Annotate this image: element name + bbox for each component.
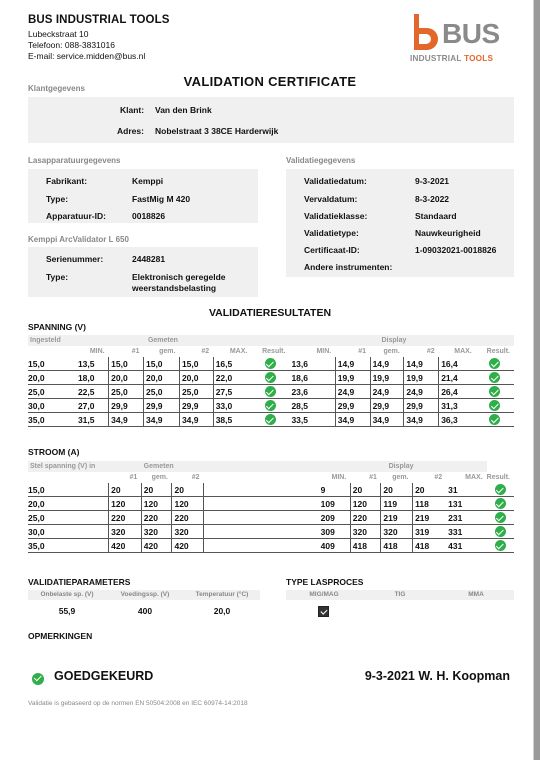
bus-logo <box>410 12 518 68</box>
stroom-cell: 418 <box>413 539 447 553</box>
stroom-cell: 220 <box>350 511 381 525</box>
section-validatiegegevens: Validatiegegevens <box>286 156 356 165</box>
spanning-cell: 27,0 <box>76 399 109 413</box>
stroom-cell: 220 <box>141 511 172 525</box>
stroom-cell: 35,0 <box>28 539 109 553</box>
check-circle-icon <box>489 386 500 397</box>
stroom-hdr-ingesteld: Stel spanning (V) in <box>28 461 109 472</box>
stroom-cell: 120 <box>141 497 172 511</box>
stroom-cell: 20 <box>141 483 172 497</box>
stroom-row <box>28 511 514 525</box>
spanning-col-4: MAX. <box>229 348 248 355</box>
apparatuur-id-value: 0018826 <box>132 211 166 221</box>
spanning-col-5: Result. <box>262 348 286 355</box>
check-circle-icon <box>489 358 500 369</box>
spanning-row <box>28 399 514 413</box>
stroom-cell <box>204 511 319 525</box>
spanning-cell: 27,5 <box>213 385 251 399</box>
spanning-cell: 31,3 <box>439 399 476 413</box>
type-value: FastMig M 420 <box>132 194 191 204</box>
validatietype-label: Validatietype: <box>304 228 359 238</box>
stroom-cell: 320 <box>350 525 381 539</box>
param-voeding-label: Voedingssp. (V) <box>120 591 170 598</box>
stroom-cell: 309 <box>319 525 351 539</box>
stroom-cell: 320 <box>109 525 142 539</box>
stroom-cell: 331 <box>446 525 487 539</box>
certificate-title: VALIDATION CERTIFICATE <box>183 74 357 89</box>
spanning-row <box>28 385 514 399</box>
spanning-cell: 29,9 <box>404 399 439 413</box>
stroom-cell: 119 <box>381 497 413 511</box>
spanning-title: SPANNING (V) <box>28 322 86 332</box>
adres-value: Nobelstraat 3 38CE Harderwijk <box>155 126 279 136</box>
validatiedatum-label: Validatiedatum: <box>304 176 367 186</box>
result-check <box>487 483 514 497</box>
spanning-cell: 20,0 <box>109 371 144 385</box>
norm-footnote: Validatie is gebaseerd op de normen EN 50504:2008 en IEC 60974-14:2018 <box>28 700 248 707</box>
company-email: E-mail: service.midden@bus.nl <box>28 51 146 61</box>
result-check <box>476 385 514 399</box>
spanning-hdr-gemeten: Gemeten <box>76 335 290 346</box>
stroom-col-3: #2 <box>191 474 200 481</box>
apparatuur-id-label: Apparatuur-ID: <box>46 211 106 221</box>
check-circle-icon <box>265 358 276 369</box>
stroom-col-2: gem. <box>151 474 168 481</box>
validatiedatum-value: 9-3-2021 <box>415 176 450 186</box>
spanning-cell: 15,0 <box>28 357 76 371</box>
spanning-cell: 34,9 <box>109 413 144 427</box>
spanning-cell: 31,5 <box>76 413 109 427</box>
check-circle-icon <box>265 386 276 397</box>
stroom-cell: 220 <box>109 511 142 525</box>
stroom-cell: 431 <box>446 539 487 553</box>
spanning-cell: 34,9 <box>335 413 370 427</box>
spanning-cell: 36,3 <box>439 413 476 427</box>
stroom-cell: 418 <box>350 539 381 553</box>
stroom-cell: 219 <box>413 511 447 525</box>
section-lasapparatuur: Lasapparatuurgegevens <box>28 156 121 165</box>
stroom-cell: 418 <box>381 539 413 553</box>
spanning-cell: 16,4 <box>439 357 476 371</box>
result-check <box>476 413 514 427</box>
stroom-col-6: #1 <box>369 474 377 481</box>
result-check <box>251 357 289 371</box>
spanning-cell: 13,5 <box>76 357 109 371</box>
lasproces-tig-label: TIG <box>394 591 406 598</box>
spanning-cell: 25,0 <box>143 385 179 399</box>
spanning-table <box>28 335 514 427</box>
validatietype-value: Nauwkeurigheid <box>415 228 481 238</box>
spanning-cell: 34,9 <box>143 413 179 427</box>
check-circle-icon <box>495 540 506 551</box>
stroom-col-7: gem. <box>392 474 409 481</box>
company-phone: Telefoon: 088-3831016 <box>28 40 115 50</box>
stroom-column-header <box>28 472 514 483</box>
stroom-cell: 31 <box>446 483 487 497</box>
stroom-row <box>28 525 514 539</box>
stroom-cell: 319 <box>413 525 447 539</box>
klant-label: Klant: <box>120 105 145 115</box>
spanning-cell: 19,9 <box>404 371 439 385</box>
stroom-col-4 <box>204 472 319 483</box>
stroom-cell: 209 <box>319 511 351 525</box>
lasproces-migmag-label: MIG/MAG <box>309 591 339 598</box>
check-circle-icon <box>489 372 500 383</box>
stroom-cell: 15,0 <box>28 483 109 497</box>
company-name: BUS INDUSTRIAL TOOLS <box>28 14 170 26</box>
fabrikant-label: Fabrikant: <box>46 176 88 186</box>
param-temperatuur-label: Temperatuur (°C) <box>195 591 249 598</box>
spanning-cell: 38,5 <box>213 413 251 427</box>
stroom-cell: 420 <box>141 539 172 553</box>
spanning-cell: 26,4 <box>439 385 476 399</box>
stroom-cell: 20 <box>109 483 142 497</box>
spanning-col-10: MAX. <box>454 348 472 355</box>
spanning-cell: 28,5 <box>289 399 335 413</box>
spanning-cell: 29,9 <box>179 399 213 413</box>
spanning-cell: 18,0 <box>76 371 109 385</box>
stroom-cell: 420 <box>109 539 142 553</box>
opmerkingen-title: OPMERKINGEN <box>28 631 93 641</box>
spanning-hdr-ingesteld: Ingesteld <box>28 335 76 346</box>
stroom-cell <box>204 483 319 497</box>
stroom-cell: 20 <box>350 483 381 497</box>
check-circle-icon <box>495 512 506 523</box>
lasproces-mma-label: MMA <box>468 591 484 598</box>
stroom-row <box>28 483 514 497</box>
stroom-cell: 20 <box>413 483 447 497</box>
stroom-cell: 320 <box>381 525 413 539</box>
spanning-cell: 19,9 <box>335 371 370 385</box>
stroom-cell: 20 <box>381 483 413 497</box>
signature-line: 9-3-2021 W. H. Koopman <box>364 669 510 683</box>
stroom-cell: 409 <box>319 539 351 553</box>
spanning-col-3: #2 <box>201 348 210 355</box>
section-validator: Kemppi ArcValidator L 650 <box>28 235 129 244</box>
spanning-cell: 29,9 <box>143 399 179 413</box>
result-check <box>251 371 289 385</box>
check-circle-icon <box>489 414 500 425</box>
approved-status: GOEDGEKEURD <box>54 669 154 683</box>
validator-type-label: Type: <box>46 272 69 282</box>
lasproces-migmag-checkbox[interactable] <box>318 604 329 622</box>
certificaat-id-value: 1-09032021-0018826 <box>415 245 497 255</box>
spanning-row <box>28 357 514 371</box>
stroom-cell <box>204 539 319 553</box>
stroom-col-8: #2 <box>434 474 443 481</box>
stroom-cell: 109 <box>319 497 351 511</box>
spanning-cell: 30,0 <box>28 399 76 413</box>
type-label: Type: <box>46 194 69 204</box>
spanning-cell: 34,9 <box>179 413 213 427</box>
serienummer-label: Serienummer: <box>46 254 104 264</box>
check-circle-icon <box>265 414 276 425</box>
spanning-cell: 20,0 <box>143 371 179 385</box>
check-circle-icon <box>495 526 506 537</box>
approved-check-icon <box>32 670 44 688</box>
stroom-hdr-gemeten: Gemeten <box>109 461 319 472</box>
spanning-cell: 14,9 <box>370 357 404 371</box>
spanning-cell: 29,9 <box>109 399 144 413</box>
spanning-column-header <box>28 346 514 357</box>
validatieklasse-label: Validatieklasse: <box>304 211 368 221</box>
stroom-col-10: Result. <box>486 474 510 481</box>
check-circle-icon <box>265 400 276 411</box>
spanning-cell: 21,4 <box>439 371 476 385</box>
spanning-cell: 13,6 <box>289 357 335 371</box>
section-klantgegevens: Klantgegevens <box>28 84 85 93</box>
spanning-col-9: #2 <box>426 348 435 355</box>
result-check <box>487 525 514 539</box>
spanning-cell: 14,9 <box>335 357 370 371</box>
param-onbelaste-label: Onbelaste sp. (V) <box>40 591 94 598</box>
result-check <box>251 413 289 427</box>
vervaldatum-value: 8-3-2022 <box>415 194 450 204</box>
stroom-table <box>28 461 514 553</box>
stroom-cell: 120 <box>350 497 381 511</box>
stroom-col-0 <box>28 472 109 483</box>
spanning-cell: 15,0 <box>143 357 179 371</box>
stroom-cell: 231 <box>446 511 487 525</box>
fabrikant-value: Kemppi <box>132 176 164 186</box>
spanning-cell: 34,9 <box>370 413 404 427</box>
spanning-cell: 29,9 <box>370 399 404 413</box>
stroom-row <box>28 539 514 553</box>
klant-box <box>28 97 514 143</box>
stroom-cell: 20,0 <box>28 497 109 511</box>
logo-subtitle: INDUSTRIAL TOOLS <box>410 54 494 63</box>
spanning-cell: 14,9 <box>404 357 439 371</box>
param-onbelaste-value: 55,9 <box>58 606 76 616</box>
checked-box-icon <box>318 606 329 617</box>
validator-type-value: Elektronisch geregelde weerstandsbelasting <box>132 272 226 293</box>
adres-label: Adres: <box>117 126 144 136</box>
stroom-cell: 320 <box>141 525 172 539</box>
klant-value: Van den Brink <box>155 105 212 115</box>
spanning-col-8: gem. <box>383 348 400 355</box>
stroom-cell: 25,0 <box>28 511 109 525</box>
spanning-cell: 35,0 <box>28 413 76 427</box>
spanning-cell: 19,9 <box>370 371 404 385</box>
spanning-cell: 24,9 <box>404 385 439 399</box>
spanning-col-2: gem. <box>159 348 176 355</box>
result-check <box>476 357 514 371</box>
bus-logo-mark-icon <box>410 14 438 54</box>
spanning-row <box>28 413 514 427</box>
spanning-cell: 33,0 <box>213 399 251 413</box>
stroom-col-1: #1 <box>129 474 138 481</box>
check-circle-icon <box>495 484 506 495</box>
spanning-cell: 25,0 <box>109 385 144 399</box>
stroom-col-9: MAX. <box>465 474 483 481</box>
stroom-cell: 120 <box>109 497 142 511</box>
stroom-title: STROOM (A) <box>28 447 80 457</box>
check-circle-icon <box>489 400 500 411</box>
validatieklasse-value: Standaard <box>415 211 457 221</box>
check-circle-icon <box>495 498 506 509</box>
result-check <box>476 399 514 413</box>
stroom-cell: 420 <box>172 539 204 553</box>
result-check <box>487 497 514 511</box>
spanning-group-header <box>28 335 514 346</box>
spanning-cell: 29,9 <box>335 399 370 413</box>
stroom-row <box>28 497 514 511</box>
param-voeding-value: 400 <box>137 606 153 616</box>
stroom-cell: 219 <box>381 511 413 525</box>
stroom-cell: 9 <box>319 483 351 497</box>
parameters-title: VALIDATIEPARAMETERS <box>28 577 131 587</box>
result-check <box>476 371 514 385</box>
result-check <box>251 385 289 399</box>
spanning-col-7: #1 <box>358 348 367 355</box>
lasproces-title: TYPE LASPROCES <box>286 577 364 587</box>
company-street: Lubeckstraat 10 <box>28 29 89 39</box>
spanning-cell: 18,6 <box>289 371 335 385</box>
spanning-col-6: MIN. <box>316 348 332 355</box>
spanning-cell: 24,9 <box>370 385 404 399</box>
spanning-hdr-display: Display <box>289 335 514 346</box>
result-check <box>487 511 514 525</box>
stroom-cell <box>204 497 319 511</box>
spanning-cell: 20,0 <box>179 371 213 385</box>
spanning-col-0: MIN. <box>89 348 105 355</box>
stroom-cell: 120 <box>172 497 204 511</box>
result-check <box>487 539 514 553</box>
spanning-cell: 15,0 <box>179 357 213 371</box>
spanning-cell: 25,0 <box>179 385 213 399</box>
stroom-cell <box>204 525 319 539</box>
certificaat-id-label: Certificaat-ID: <box>304 245 360 255</box>
serienummer-value: 2448281 <box>132 254 166 264</box>
spanning-cell: 34,9 <box>404 413 439 427</box>
stroom-cell: 131 <box>446 497 487 511</box>
spanning-cell: 23,6 <box>289 385 335 399</box>
spanning-cell: 22,5 <box>76 385 109 399</box>
spanning-cell: 22,0 <box>213 371 251 385</box>
resultaten-title: VALIDATIERESULTATEN <box>208 307 332 319</box>
spanning-cell: 15,0 <box>109 357 144 371</box>
logo-text: BUS <box>442 18 500 49</box>
andere-instrumenten-label: Andere instrumenten: <box>304 262 393 272</box>
param-temperatuur-value: 20,0 <box>213 606 231 616</box>
check-circle-icon <box>265 372 276 383</box>
spanning-row <box>28 371 514 385</box>
stroom-group-header <box>28 461 514 472</box>
vervaldatum-label: Vervaldatum: <box>304 194 358 204</box>
spanning-cell: 20,0 <box>28 371 76 385</box>
stroom-cell: 320 <box>172 525 204 539</box>
spanning-cell: 16,5 <box>213 357 251 371</box>
spanning-cell: 25,0 <box>28 385 76 399</box>
spanning-cell: 24,9 <box>335 385 370 399</box>
stroom-cell: 118 <box>413 497 447 511</box>
stroom-hdr-display: Display <box>319 461 487 472</box>
stroom-col-5: MIN. <box>331 474 347 481</box>
stroom-cell: 30,0 <box>28 525 109 539</box>
viewer-scrollbar[interactable] <box>534 0 540 760</box>
spanning-col-1: #1 <box>131 348 140 355</box>
result-check <box>251 399 289 413</box>
spanning-cell: 33,5 <box>289 413 335 427</box>
stroom-cell: 20 <box>172 483 204 497</box>
stroom-cell: 220 <box>172 511 204 525</box>
spanning-col-11: Result. <box>486 348 510 355</box>
